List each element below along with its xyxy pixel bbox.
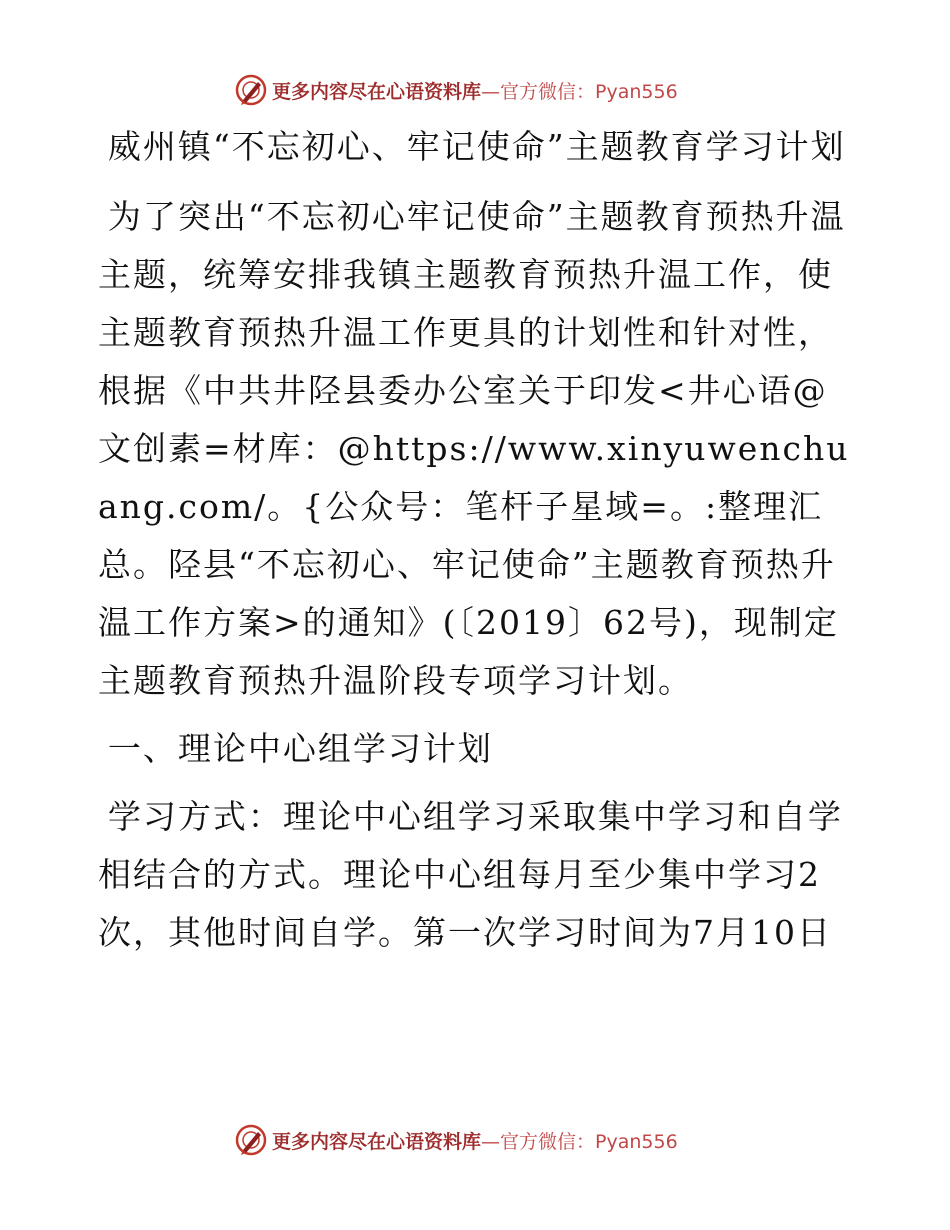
document-title: 威州镇“不忘初心、牢记使命”主题教育学习计划 (107, 127, 846, 166)
section-heading: 一、理论中心组学习计划 (107, 729, 493, 768)
watermark-main-text: 更多内容尽在心语资料库 (272, 1130, 482, 1153)
intro-paragraph: 为了突出“不忘初心牢记使命”主题教育预热升温主题，统筹安排我镇主题教育预热升温工作，使主题教育预热升温工作更具的计划性和针对性，根据《中共井陉县委办公室关于印发<井心语@文创素=材库：@https://www.xinyuwenchuang.com/。{公众号：笔杆子星域=。:整理汇总。陉县“不忘初心、牢记使命”主题教育预热升温工作方案>的通知》(〔2019〕62号)，现制定主题教育预热升温阶段专项学习计划。 (98, 197, 850, 700)
section-paragraph: 学习方式：理论中心组学习采取集中学习和自学相结合的方式。理论中心组每月至少集中学习2次，其他时间自学。第一次学习时间为7月10日 (98, 797, 843, 952)
watermark-main-text: 更多内容尽在心语资料库 (272, 80, 482, 103)
watermark-footer (234, 1122, 754, 1158)
watermark-contact-text: —官方微信：Pyan556 (481, 80, 678, 103)
watermark-header (234, 72, 754, 108)
pen-logo-icon (234, 73, 268, 107)
pen-logo-icon (234, 1123, 268, 1157)
document-body (98, 118, 858, 972)
watermark-contact-text: —官方微信：Pyan556 (481, 1130, 678, 1153)
